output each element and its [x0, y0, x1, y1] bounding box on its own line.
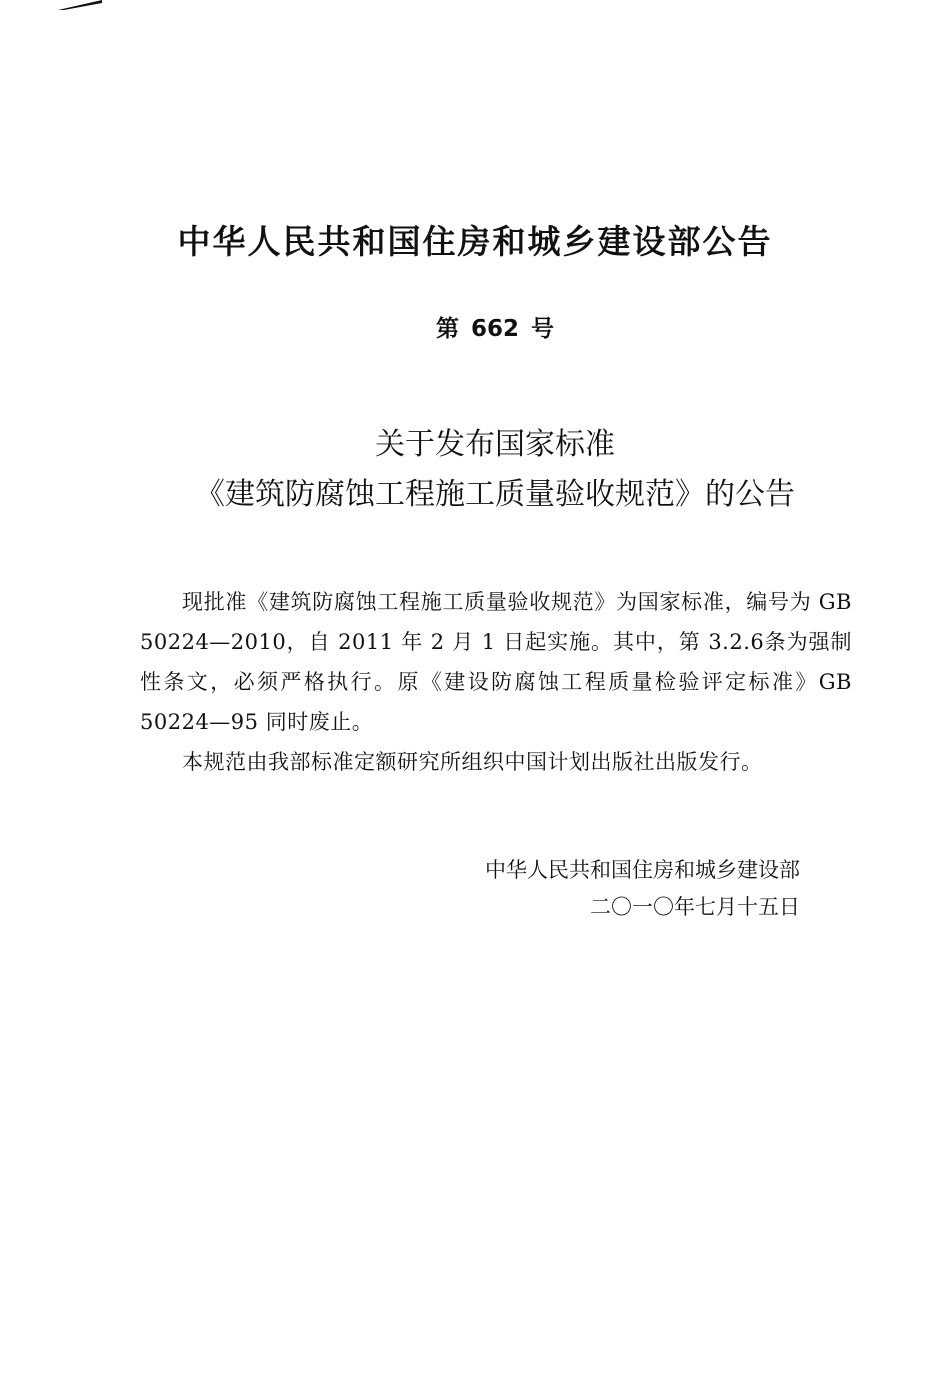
signature-issuer: 中华人民共和国住房和城乡建设部: [485, 858, 800, 882]
body-paragraph-1: 现批准《建筑防腐蚀工程施工质量验收规范》为国家标准，编号为 GB 50224—2010，自 2011 年 2 月 1 日起实施。其中，第 3.2.6条为强制性条文，必须严格执行。原《建设防腐蚀工程质量检验评定标准》GB 50224—95 同时废止。: [140, 590, 852, 734]
announcement-body: [140, 582, 852, 782]
scan-corner-mark: [58, 0, 102, 10]
announcement-number: 第 662 号: [435, 316, 555, 342]
signature-date: 二〇一〇年七月十五日: [590, 895, 800, 919]
signature-block: [400, 852, 800, 926]
subtitle-line-2: 《建筑防腐蚀工程施工质量验收规范》的公告: [195, 477, 795, 512]
subtitle-line-1: 关于发布国家标准: [375, 427, 615, 462]
issuer-title: 中华人民共和国住房和城乡建设部公告: [177, 222, 773, 261]
announcement-subtitle: [0, 420, 950, 520]
body-paragraph-2: 本规范由我部标准定额研究所组织中国计划出版社出版发行。: [182, 750, 763, 774]
